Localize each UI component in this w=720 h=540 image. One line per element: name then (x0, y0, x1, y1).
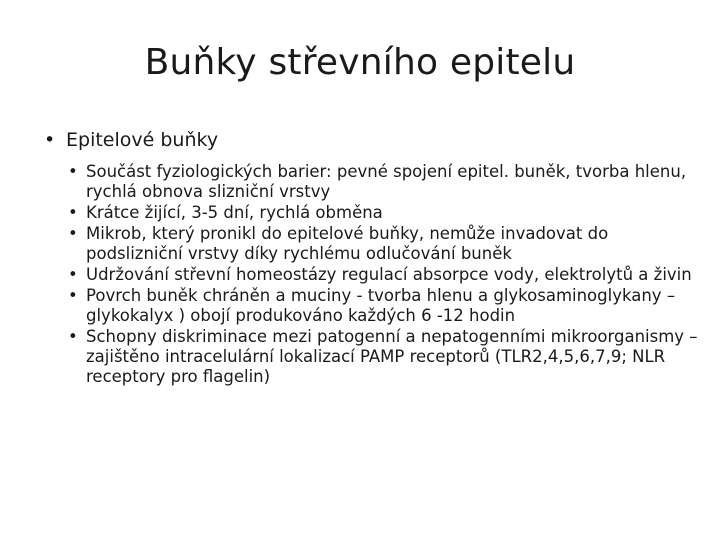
bullet-dot-icon: • (68, 203, 78, 222)
bullet-dot-icon: • (68, 327, 78, 346)
sub-bullet-text: Součást fyziologických barier: pevné spojení epitel. buněk, tvorba hlenu, rychlá obnova slizniční vrstvy (86, 162, 687, 201)
sub-bullet-list (36, 162, 700, 387)
bullet-dot-icon: • (68, 265, 78, 284)
sub-bullet-text: Mikrob, který pronikl do epitelové buňky, nemůže invadovat do podslizniční vrstvy díky rychlému odlučování buněk (86, 224, 609, 263)
bullet-dot-icon: • (68, 286, 78, 305)
sub-bullet-item (66, 162, 700, 202)
bullet-level1 (36, 128, 700, 152)
slide-title: Buňky střevního epitelu (144, 42, 576, 83)
sub-bullet-text: Udržování střevní homeostázy regulací absorpce vody, elektrolytů a živin (86, 265, 692, 284)
bullet-dot-icon: • (68, 162, 78, 181)
sub-bullet-text: Schopny diskriminace mezi patogenní a nepatogenními mikroorganismy – zajištěno intracelulární lokalizací PAMP receptorů (TLR2,4,5,6,7,9; NLR receptory pro flagelin) (86, 327, 698, 386)
bullet-level1-text: Epitelové buňky (66, 129, 219, 151)
slide-content (36, 128, 700, 388)
sub-bullet-item (66, 265, 700, 285)
sub-bullet-item (66, 203, 700, 223)
sub-bullet-item (66, 327, 700, 387)
bullet-dot-icon: • (44, 129, 56, 151)
sub-bullet-item (66, 224, 700, 264)
sub-bullet-text: Krátce žijící, 3-5 dní, rychlá obměna (86, 203, 383, 222)
sub-bullet-item (66, 286, 700, 326)
bullet-dot-icon: • (68, 224, 78, 243)
sub-bullet-text: Povrch buněk chráněn a muciny - tvorba hlenu a glykosaminoglykany – glykokalyx ) obojí produkováno každých 6 -12 hodin (86, 286, 676, 325)
